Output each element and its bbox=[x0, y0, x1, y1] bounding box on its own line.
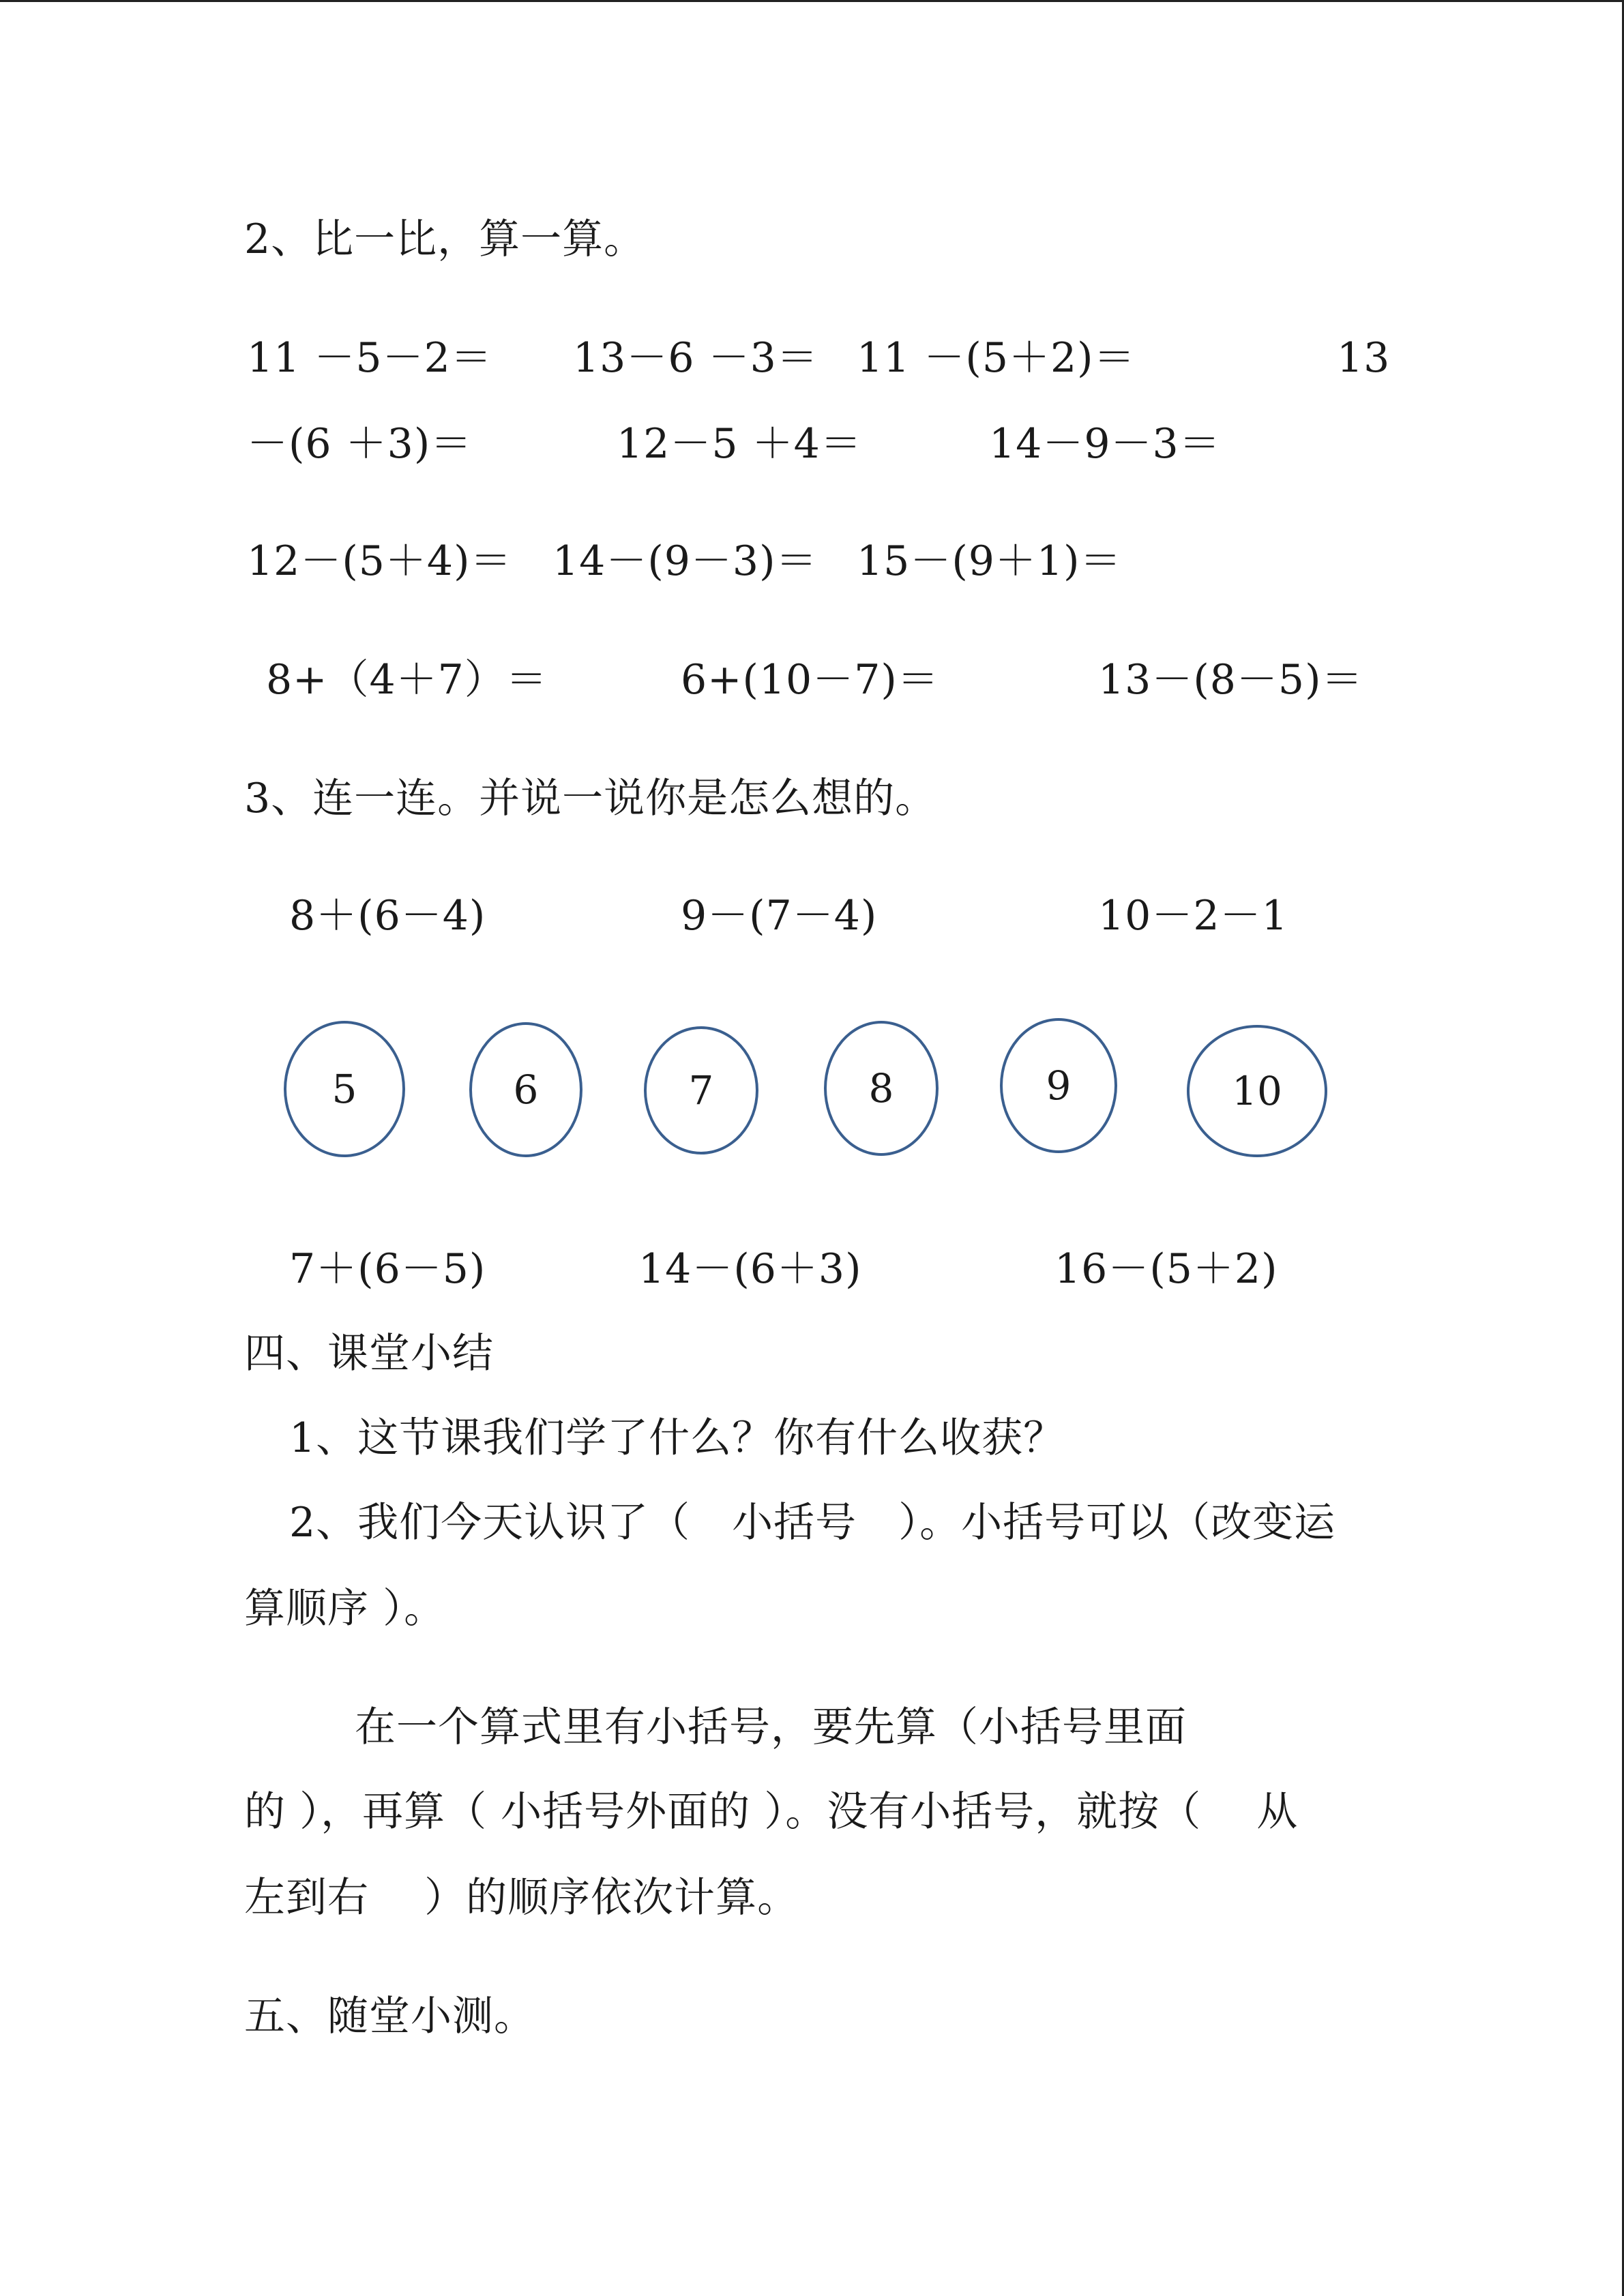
expression: 12－5 ＋4＝ bbox=[617, 420, 862, 468]
expression: 14－(9－3)＝ bbox=[552, 537, 818, 585]
expression: 6+(10－7)＝ bbox=[681, 656, 939, 704]
expression: 9－(7－4) bbox=[681, 892, 878, 940]
summary-paragraph: 的 ），再算（ 小括号外面的 ）。没有小括号，就按（ 从 bbox=[244, 1788, 1299, 1836]
expression: 11 －(5＋2)＝ bbox=[857, 334, 1136, 382]
expression: 11 －5－2＝ bbox=[247, 334, 492, 382]
expression: 8+（4＋7）＝ bbox=[266, 656, 548, 704]
expression: －(6 ＋3)＝ bbox=[247, 420, 473, 468]
answer-circle-label: 8 bbox=[868, 1065, 894, 1112]
section2-heading: 2、比一比，算一算。 bbox=[244, 215, 646, 263]
summary-paragraph: 左到右 ）的顺序依次计算。 bbox=[244, 1874, 799, 1922]
answer-circle[interactable] bbox=[644, 1026, 758, 1154]
expression: 13－6 －3＝ bbox=[573, 334, 818, 382]
expression: 14－9－3＝ bbox=[989, 420, 1221, 468]
answer-circle-label: 5 bbox=[331, 1066, 357, 1112]
summary-question-2-cont: 算顺序 ）。 bbox=[244, 1585, 446, 1632]
expression: 14－(6＋3) bbox=[638, 1245, 862, 1293]
expression: 15－(9＋1)＝ bbox=[857, 537, 1122, 585]
section4-heading: 四、课堂小结 bbox=[244, 1330, 494, 1377]
summary-paragraph: 在一个算式里有小括号，要先算（小括号里面 bbox=[355, 1703, 1187, 1751]
answer-circle-label: 10 bbox=[1232, 1068, 1282, 1114]
expression: 13 bbox=[1337, 334, 1391, 382]
expression: 7＋(6－5) bbox=[289, 1245, 486, 1293]
answer-circle-label: 9 bbox=[1046, 1062, 1072, 1109]
answer-circle[interactable] bbox=[824, 1021, 939, 1156]
expression: 8＋(6－4) bbox=[289, 892, 486, 940]
answer-circle[interactable] bbox=[1187, 1025, 1327, 1157]
section5-heading: 五、随堂小测。 bbox=[244, 1993, 535, 2040]
answer-circle[interactable] bbox=[1000, 1018, 1117, 1153]
expression: 16－(5＋2) bbox=[1054, 1245, 1278, 1293]
expression: 13－(8－5)＝ bbox=[1098, 656, 1363, 704]
expression: 10－2－1 bbox=[1098, 892, 1288, 940]
summary-question-1: 1、这节课我们学了什么？你有什么收获？ bbox=[289, 1414, 1065, 1462]
summary-question-2: 2、我们今天认识了（ 小括号 ）。小括号可以（改变运 bbox=[289, 1499, 1336, 1547]
section3-heading: 3、连一连。并说一说你是怎么想的。 bbox=[244, 775, 937, 822]
answer-circle-label: 7 bbox=[688, 1067, 714, 1114]
answer-circle-label: 6 bbox=[513, 1067, 539, 1113]
answer-circle[interactable] bbox=[469, 1022, 582, 1157]
expression: 12－(5＋4)＝ bbox=[247, 537, 512, 585]
answer-circle[interactable] bbox=[284, 1021, 405, 1157]
